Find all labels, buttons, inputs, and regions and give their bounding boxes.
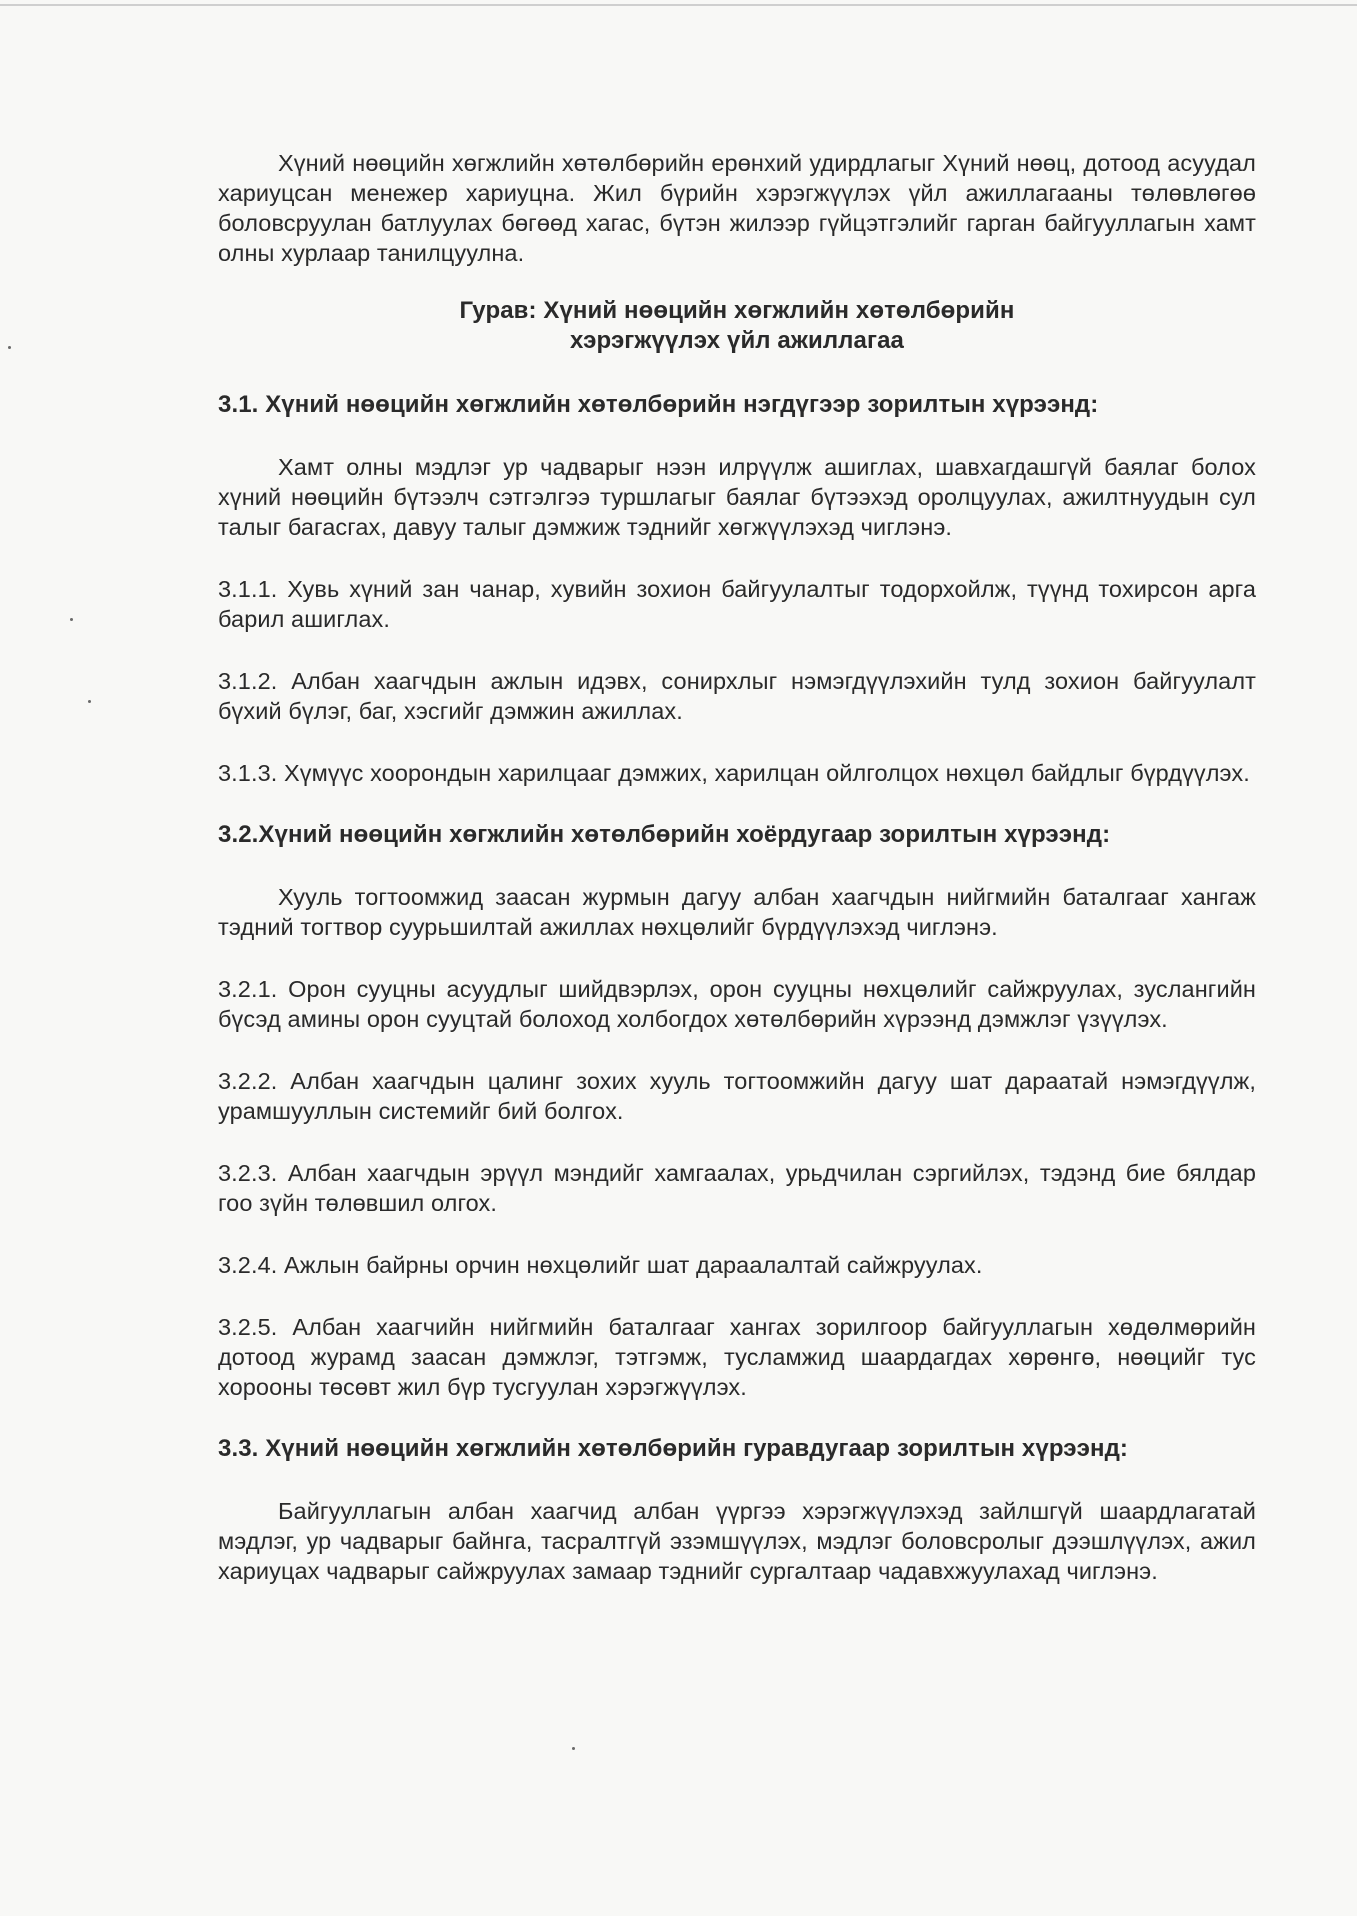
- document-body: [218, 148, 1256, 1586]
- scan-speck: [572, 1747, 575, 1750]
- section-3-1-heading: 3.1. Хүний нөөцийн хөгжлийн хөтөлбөрийн нэгдүгээр зорилтын хүрээнд:: [218, 391, 1099, 418]
- chapter-heading-line-2: хэрэгжүүлэх үйл ажиллагаа: [570, 327, 904, 354]
- item-3-1-3: 3.1.3. Хүмүүс хоорондын харилцааг дэмжих, харилцан ойлголцох нөхцөл байдлыг бүрдүүлэх.: [218, 760, 1250, 786]
- scan-speck: [70, 618, 73, 621]
- item-3-2-5: 3.2.5. Албан хаагчийн нийгмийн баталгааг хангах зорилгоор байгууллагын хөдөлмөрийн дотоод журамд заасан дэмжлэг, тэтгэмж, тусламжид шаардагдах хөрөнгө, нөөцийг тус хорооны төсөвт жил бүр тусгуулан хэрэгжүүлэх.: [218, 1314, 1256, 1400]
- section-3-2-intro: Хууль тогтоомжид заасан журмын дагуу албан хаагчдын нийгмийн баталгааг хангаж тэдний тогтвор суурьшилтай ажиллах нөхцөлийг бүрдүүлэхэд чиглэнэ.: [218, 884, 1256, 940]
- item-3-2-4: 3.2.4. Ажлын байрны орчин нөхцөлийг шат дараалалтай сайжруулах.: [218, 1252, 983, 1278]
- section-3-3-intro: Байгууллагын албан хаагчид албан үүргээ хэрэгжүүлэхэд зайлшгүй шаардлагатай мэдлэг, ур чадварыг байнга, тасралтгүй эзэмшүүлэх, мэдлэг боловсролыг дээшлүүлэх, ажил хариуцах чадварыг сайжруулах замаар тэднийг сургалтаар чадавхжуулахад чиглэнэ.: [218, 1498, 1256, 1584]
- item-3-2-1: 3.2.1. Орон сууцны асуудлыг шийдвэрлэх, орон сууцны нөхцөлийг сайжруулах, зуслангийн бүсэд амины орон сууцтай болоход холбогдох хөтөлбөрийн хүрээнд дэмжлэг үзүүлэх.: [218, 976, 1256, 1032]
- item-3-2-3: 3.2.3. Албан хаагчдын эрүүл мэндийг хамгаалах, урьдчилан сэргийлэх, тэдэнд бие бялдар гоо зүйн төлөвшил олгох.: [218, 1160, 1256, 1216]
- scan-speck: [88, 700, 91, 703]
- scan-top-edge: [0, 4, 1357, 6]
- scan-speck: [8, 346, 11, 349]
- item-3-1-1: 3.1.1. Хувь хүний зан чанар, хувийн зохион байгуулалтыг тодорхойлж, түүнд тохирсон арга барил ашиглах.: [218, 576, 1256, 632]
- section-3-3-heading: 3.3. Хүний нөөцийн хөгжлийн хөтөлбөрийн гуравдугаар зорилтын хүрээнд:: [218, 1435, 1128, 1462]
- item-3-2-2: 3.2.2. Албан хаагчдын цалинг зохих хууль тогтоомжийн дагуу шат дараатай нэмэгдүүлж, урамшууллын системийг бий болгох.: [218, 1068, 1256, 1124]
- item-3-1-2: 3.1.2. Албан хаагчдын ажлын идэвх, сонирхлыг нэмэгдүүлэхийн тулд зохион байгуулалт бүхий бүлэг, баг, хэсгийг дэмжин ажиллах.: [218, 668, 1256, 724]
- section-3-2-heading: 3.2.Хүний нөөцийн хөгжлийн хөтөлбөрийн хоёрдугаар зорилтын хүрээнд:: [218, 821, 1111, 848]
- section-3-1-intro: Хамт олны мэдлэг ур чадварыг нээн илрүүлж ашиглах, шавхагдашгүй баялаг болох хүний нөөцийн бүтээлч сэтгэлгээ туршлагыг баялаг бүтээхэд оролцуулах, ажилтнуудын сул талыг багасгах, давуу талыг дэмжиж тэднийг хөгжүүлэхэд чиглэнэ.: [218, 454, 1256, 540]
- chapter-heading-line-1: Гурав: Хүний нөөцийн хөгжлийн хөтөлбөрийн: [459, 297, 1015, 324]
- intro-paragraph: Хүний нөөцийн хөгжлийн хөтөлбөрийн ерөнхий удирдлагыг Хүний нөөц, дотоод асуудал хариуцсан менежер хариуцна. Жил бүрийн хэрэгжүүлэх үйл ажиллагааны төлөвлөгөө боловсруулан батлуулах бөгөөд хагас, бүтэн жилээр гүйцэтгэлийг гарган байгууллагын хамт олны хурлаар танилцуулна.: [218, 150, 1256, 266]
